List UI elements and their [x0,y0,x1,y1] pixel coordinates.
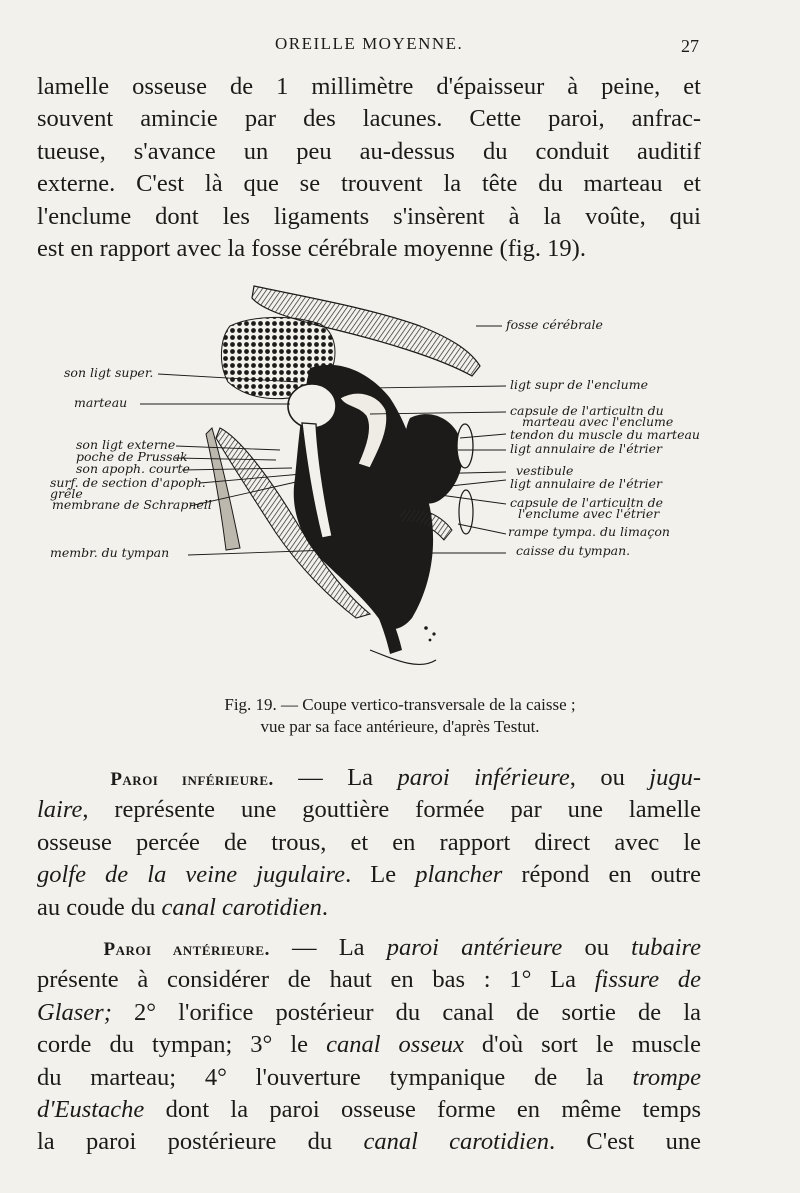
text-span: corde du tympan; 3° le [37,1031,327,1059]
running-head [0,34,800,58]
text-span: d'où sort le muscle [463,1031,701,1059]
figure-label: rampe tympa. du limaçon [508,524,670,539]
figure-label: poche de Prussak [76,449,188,464]
italic-term: paroi antérieure [386,934,563,961]
text-line [37,1029,701,1061]
text-line [37,997,701,1029]
caption-line: vue par sa face antérieure, d'après Testut. [260,717,540,736]
figure-label: grêle [50,486,83,501]
italic-term: laire [37,796,83,824]
paragraph-paroi-inferieure [37,762,701,924]
figure-label: son ligt externe [76,437,176,452]
text-line: tueuse, s'avance un peu au-dessus du conduit auditif [37,137,701,165]
text-line: est en rapport avec la fosse cérébrale moyenne (fig. 19). [37,234,586,262]
text-span: répond en outre [502,861,701,889]
section-heading: Paroi antérieure. [103,939,270,960]
text-line: osseuse percée de trous, et en rapport direct avec le [37,828,701,856]
figure-label: marteau [74,395,128,410]
text-span: . [321,893,328,921]
text-line [37,1126,701,1158]
text-span: La [338,934,387,961]
italic-term: tubaire [631,934,702,961]
text-line [37,892,701,924]
text-line [37,932,701,964]
text-line [37,964,701,996]
figure-19 [40,278,740,698]
text-span: — [273,764,348,791]
text-span: dont la paroi osseuse forme en même temps [144,1095,701,1123]
italic-term: d'Eustache [37,1095,145,1123]
text-span: la paroi postérieure du [37,1128,364,1156]
figure-label: capsule de l'articultn de [510,495,664,510]
figure-label: caisse du tympan. [516,543,631,558]
figure-label: son apoph. courte [76,461,190,476]
figure-label: marteau avec l'enclume [522,414,674,429]
text-line: lamelle osseuse de 1 millimètre d'épaisseur à peine, et [37,73,701,100]
text-span: . Le [345,861,416,889]
italic-term: canal carotidien [161,893,322,921]
section-heading: Paroi inférieure. [110,769,274,790]
paragraph-paroi-anterieure [37,932,701,1159]
italic-term: trompe [632,1063,701,1091]
text-line: l'enclume dont les ligaments s'insèrent à la voûte, qui [37,202,701,230]
figure-label: ligt annulaire de l'étrier [510,441,662,456]
italic-term: Glaser; [37,998,112,1026]
italic-term: canal carotidien [363,1128,549,1156]
figure-label: ligt annulaire de l'étrier [510,476,662,491]
italic-term: golfe de la veine jugulaire [37,861,346,889]
figure-label: membrane de Schrapnell [52,497,212,512]
text-line [37,1094,701,1126]
figure-caption [0,694,800,738]
figure-label: ligt supr de l'enclume [510,377,648,392]
figure-label: surf. de section d'apoph. [50,475,206,490]
text-line [37,762,701,794]
italic-term: canal osseux [326,1031,464,1059]
text-span: du marteau; 4° l'ouverture tympanique de la [37,1063,633,1091]
figure-label: vestibule [516,463,574,478]
figure-label: l'enclume avec l'étrier [518,506,660,521]
text-span: . C'est une [548,1128,702,1156]
italic-term: jugu- [649,764,702,791]
paragraph-top [37,71,701,265]
text-span: , représente une gouttière formée par une lamelle [82,796,701,824]
figure-label: fosse cérébrale [506,317,603,332]
figure-label: capsule de l'articultn du [510,403,664,418]
text-line: souvent amincie par des lacunes. Cette paroi, anfrac- [37,105,701,133]
text-span: au coude du [37,893,162,921]
text-span: ou [562,934,632,961]
figure-label: tendon du muscle du marteau [510,427,700,442]
figure-label: son ligt super. [64,365,154,380]
figure-label: membr. du tympan [50,545,170,560]
text-line: externe. C'est là que se trouvent la tête du marteau et [37,170,701,198]
text-span: — [269,934,339,961]
caption-line: Fig. 19. — Coupe vertico-transversale de la caisse ; [224,695,576,714]
text-line [37,1062,701,1094]
italic-term: paroi inférieure [397,764,570,791]
text-line [37,794,701,826]
text-span: La [347,764,398,791]
text-span: , ou [569,764,650,791]
page-number: 27 [681,36,699,56]
text-line [37,859,701,891]
italic-term: plancher [415,861,503,889]
text-span: 2° l'orifice postérieur du canal de sortie de la [111,998,701,1026]
italic-term: fissure de [594,966,701,994]
running-title: OREILLE MOYENNE. [275,34,464,53]
text-span: présente à considérer de haut en bas : 1° La [37,966,595,994]
